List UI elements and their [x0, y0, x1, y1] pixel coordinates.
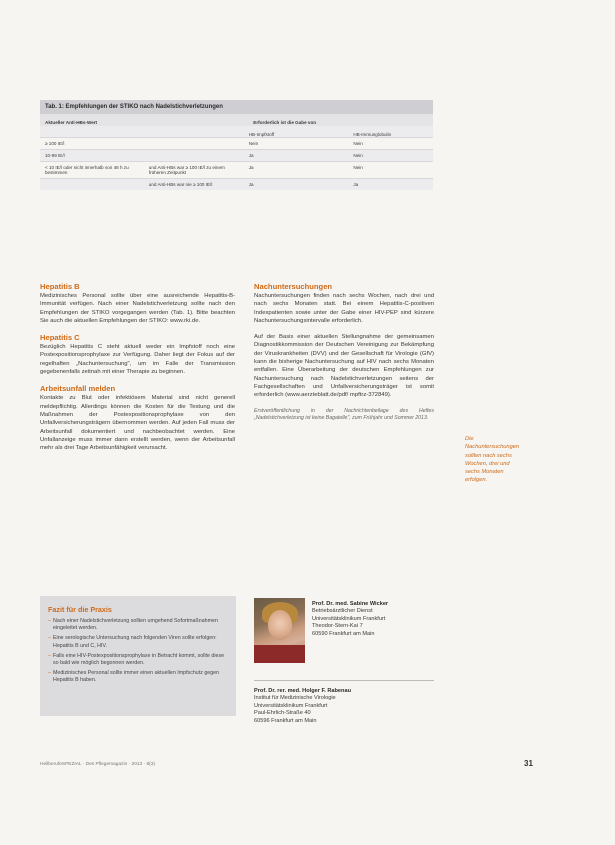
list-item: – Nach einer Nadelstichverletzung sollten umgehend Sofortmaßnahmen eingeleitet werden. [48, 618, 218, 632]
list-item: – Falls eine HIV-Postexpositionsprophylaxe in Betracht kommt, sollte diese so bald wie möglich begonnen werden. [48, 652, 225, 667]
author-photo [254, 598, 305, 663]
page-footer: HeilberufeSPEZIAL · Des Pflegemagazin · 2013 · 8(3) [40, 762, 156, 767]
author-name: Prof. Dr. med. Sabine Wicker [312, 601, 389, 607]
publication-note: Erstveröffentlichung in der Nachrichtenbeilage des Heftes „Nadelstichverletzung ist keine Bagatelle", zum Frühjahr und Sommer 2013. [254, 407, 434, 422]
paragraph-nachuntersuchungen-2: Auf der Basis einer aktuellen Stellungnahme der gemeinsamen Diagnostikkommission der Deutschen Vereinigung zur Bekämpfung der Viruskrankheiten (DVV) und der Gesellschaft für Virologie (GfV) kann die bisherige Nachuntersuchung auf HIV nach sechs Monaten entfallen. Eine Überarbeitung der deutschen Empfehlungen zur Nachuntersuchung nach Nadelstichverletzungen seitens der Fachgesellschaften und Unfallversicherungsträger ist somit erforderlich (www.aerzteblatt.de/pdf/ mpftrz-372849). [254, 334, 434, 399]
heading-nachuntersuchungen: Nachuntersuchungen [254, 282, 333, 291]
table-title: Tab. 1: Empfehlungen der STIKO nach Nadelstichverletzungen [40, 100, 433, 114]
paragraph-hepatitis-c: Bezüglich Hepatitis C steht aktuell weder ein Impfstoff noch eine Postexpositionsprophylaxe zur Verfügung. Daher liegt der Fokus auf der regelhaften „Nachuntersuchung", um im Falle der Transmission gegebenenfalls zeitnah mit einer Therapie zu beginnen. [40, 344, 235, 376]
list-item: – Medizinisches Personal sollte immer einen aktuellen Impfschutz gegen Hepatitis B haben. [48, 670, 220, 684]
table-subheader-row [40, 126, 433, 137]
paragraph-arbeitsunfall: Kontakte zu Blut oder infektiösem Material sind nicht generell meldepflichtig. Allerdings können die Kosten für die Testung und die Maßnahmen der Postexpositionsprophylaxe von den Unfallversicherungsträgern übernommen werden. Auf jeden Fall muss der Arbeitsunfall dokumentiert und nachbeobachtet werden. Eine Unfallanzeige muss immer dann erstellt werden, wenn der Arbeitsunfall mehr als drei Tage Arbeitsunfähigkeit verursacht. [40, 395, 235, 452]
table-row: < 10 IE/l oder nicht innerhalb von 48 h zu bestimmen und Anti-HBs war ≥ 100 IE/l zu einem früheren Zeitpunkt Ja Nein [40, 161, 433, 178]
table-header-antihbs: Aktueller Anti-HBs-Wert [45, 120, 98, 125]
recommendation-table [40, 100, 433, 190]
table-subheader-impfstoff: HB-Impfstoff [248, 132, 275, 137]
list-item: – Eine serologische Untersuchung nach folgenden Viren sollte erfolgen: Hepatitis B und C, HIV. [48, 635, 217, 649]
right-column [254, 282, 434, 431]
author-info-wicker: Prof. Dr. med. Sabine Wicker Betriebsärztlicher Dienst Universitätsklinikum Frankfurt Theodor-Stern-Kai 7 60590 Frankfurt am Main [312, 601, 452, 638]
left-column [40, 282, 235, 460]
fazit-list [40, 618, 236, 685]
table-row: 10-99 IE/l Ja Nein [40, 149, 433, 161]
fazit-title: Fazit für die Praxis [48, 605, 112, 614]
author-name: Prof. Dr. rer. med. Holger F. Rabenau [254, 688, 351, 694]
author-info-rabenau: Prof. Dr. rer. med. Holger F. Rabenau Institut für Medizinische Virologie Universitätsklinikum Frankfurt Paul-Ehrlich-Straße 40 60596 Frankfurt am Main [254, 688, 444, 725]
heading-hepatitis-c: Hepatitis C [40, 333, 80, 343]
fazit-box [40, 596, 236, 716]
author-separator [254, 680, 434, 681]
table-row: und Anti-HBs war nie ≥ 100 IE/l Ja Ja [40, 178, 433, 190]
page-number: 31 [524, 759, 533, 768]
paragraph-hepatitis-b: Medizinisches Personal sollte über eine ausreichende Hepatitis-B-Immunität verfügen. Nach einer Nadelstichverletzung sollte nach den Empfehlungen der STIKO vorgegangen werden (Tab. 1). Bitte beachten Sie auch die aktuellen Empfehlungen der STIKO: www.rki.de. [40, 293, 235, 324]
table-header-gabe: Erforderlich ist die Gabe von [253, 120, 317, 125]
paragraph-nachuntersuchungen-1: Nachuntersuchungen finden nach sechs Wochen, nach drei und nach sechs Monaten statt. Bei einem Hepatitis-C-positiven Indexpatienten sowie unter der Gabe einer HIV-PEP sind kürzere Nachuntersuchungsintervalle erforderlich. [254, 293, 434, 324]
heading-arbeitsunfall: Arbeitsunfall melden [40, 384, 116, 394]
heading-hepatitis-b: Hepatitis B [40, 282, 80, 291]
table-row: ≥ 100 IE/l Nein Nein [40, 137, 433, 149]
table-header-row [40, 114, 433, 126]
margin-quote: Die Nachuntersuchungen sollten nach sechs Wochen, drei und sechs Monaten erfolgen. [465, 436, 520, 484]
table-subheader-immunglobulin: HB-Immunglobulin [353, 132, 392, 137]
